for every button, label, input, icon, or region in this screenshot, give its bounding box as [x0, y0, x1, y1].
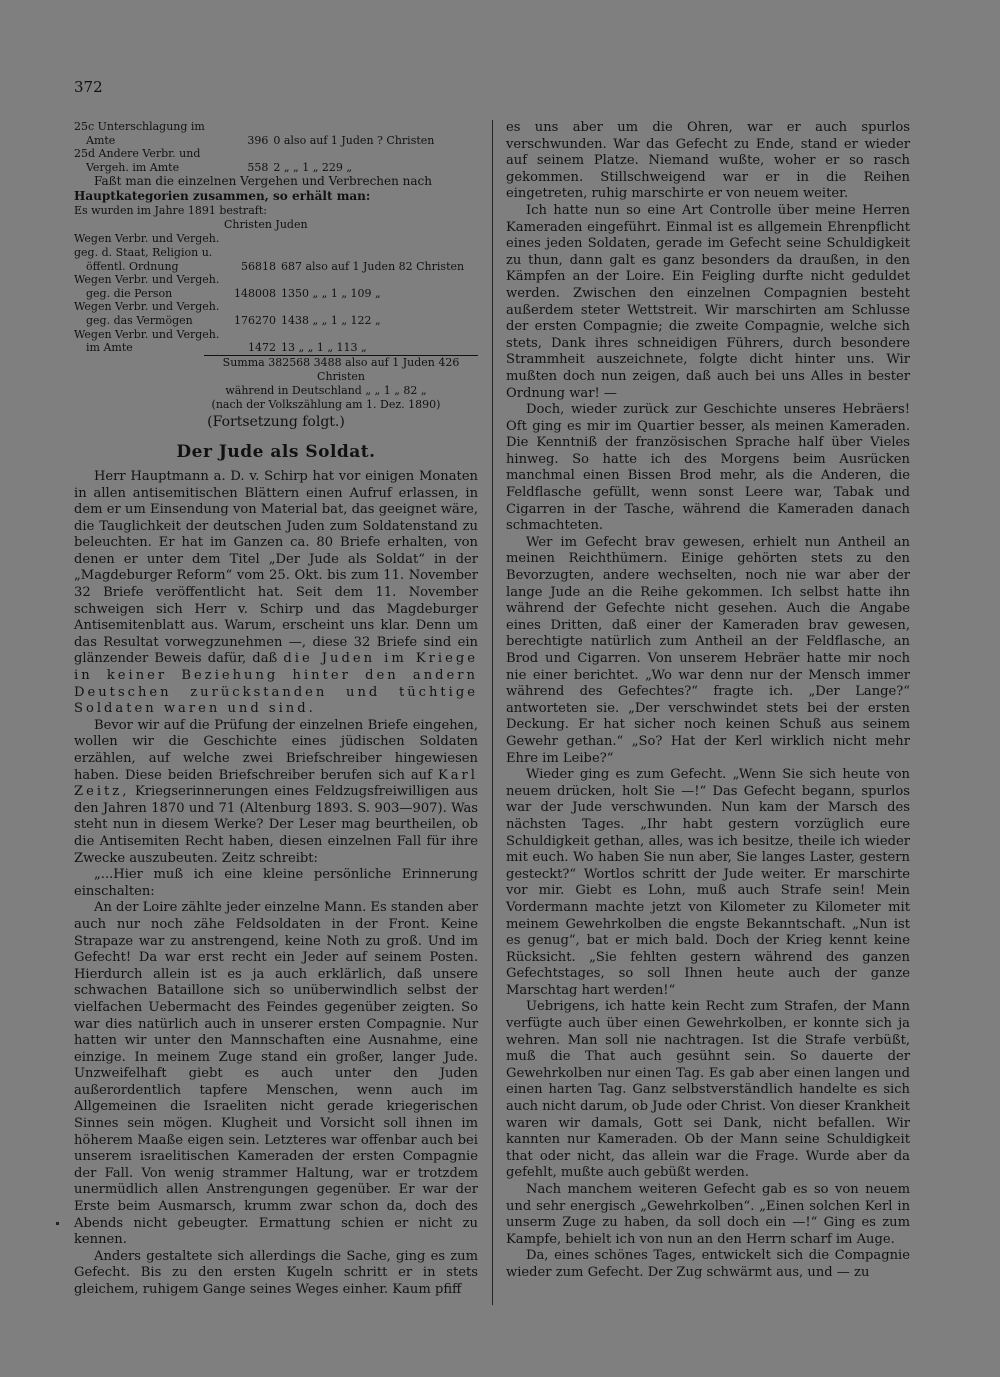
stats-value: 1472 — [247, 341, 276, 355]
left-column — [74, 120, 478, 1299]
summa-line: während in Deutschland „ „ 1 „ 82 „ — [225, 383, 427, 397]
stats-table-main — [74, 232, 478, 354]
stats-ratio: 13 „ „ 1 „ 113 „ — [280, 341, 367, 355]
stats-value: 396 — [247, 133, 269, 147]
paragraph: es uns aber um die Ohren, war er auch spurlos verschwunden. War das Gefecht zu Ende, stand er wieder auf seinem Platze. Niemand wußte, woher er so rasch gekommen. Stillschweigend war er in die Reihen eingetreten, ruhig marschirte er von neuem weiter. — [506, 120, 910, 202]
stats-ratio: 1350 „ „ 1 „ 109 „ — [280, 286, 381, 300]
stats-label: öffentl. Ordnung — [86, 259, 179, 273]
column-rule — [492, 120, 493, 1305]
stats-label: Wegen Verbr. und Vergeh. — [74, 327, 220, 341]
stats-ratio: 1438 „ „ 1 „ 122 „ — [280, 313, 381, 327]
paragraph: An der Loire zählte jeder einzelne Mann. Es standen aber auch nur noch zähe Feldsoldaten in der Front. Keine Strapaze war zu anstrengend, keine Noth zu groß. Und im Gefecht! Da war erst recht ein Jeder auf seinem Posten. Hierdurch allein ist es ja auch erklärlich, daß unsere schwachen Bataillone sich so unüberwindlich selbst der vielfachen Uebermacht des Feindes gegenüber zeigten. So war dies natürlich auch in unserer ersten Compagnie. Nur hatten wir unter den Mannschaften eine Ausnahme, eine einzige. In meinem Zuge stand ein großer, langer Jude. Unzweifelhaft giebt es auch unter den Juden außerordentlich tapfere Menschen, wenn auch im Allgemeinen die Israeliten nicht gerade kriegerischen Sinnes sein mögen. Klugheit und Vorsicht soll ihnen im höherem Maaße eigen sein. Letzteres war offenbar auch bei unserem israelitischen Kameraden der ersten Compagnie der Fall. Von wenig strammer Haltung, war er trotzdem unermüdlich allen Anstrengungen gegenüber. Er war der Erste beim Ausmarsch, krumm zwar schon da, doch des Abends nicht gebeugter. Ermattung schien er nicht zu kennen. — [74, 900, 478, 1248]
paragraph: Nach manchem weiteren Gefecht gab es so von neuem und sehr energisch „Gewehrkolben“. „Einen solchen Kerl in unserm Zuge zu haben, da soll doch ein —!“ Ging es zum Kampfe, behielt ich von nun an den Herrn scharf im Auge. — [506, 1182, 910, 1247]
paragraph: Wieder ging es zum Gefecht. „Wenn Sie sich heute von neuem drücken, holt Sie —!“ Das Gefecht begann, spurlos war der Jude verschwunden. Nun kam der Marsch des nächsten Tages. „Ihr habt gestern vorzüglich eure Schuldigkeit gethan, alles, was ich besitze, theile ich wieder mit euch. Wo haben Sie nun aber, Sie langes Laster, gestern gesteckt?“ Wortlos schritt der Jude weiter. Er marschirte vor mir. Giebt es Lohn, muß auch Strafe sein! Mein Vordermann machte jetzt von Kilometer zu Kilometer mit meinem Gewehrkolben die engste Bekanntschaft. „Nun ist es genug“, bat er mich bald. Doch der Krieg kennt keine Rücksicht. „Sie fehlten gestern während des ganzen Gefechtstages, so soll Ihnen heute auch der ganze Marschtag hart werden!“ — [506, 767, 910, 998]
stats-label: geg. die Person — [86, 286, 173, 300]
stats-label: geg. das Vermögen — [86, 313, 193, 327]
stats-label: geg. d. Staat, Religion u. — [74, 245, 213, 259]
paragraph: Uebrigens, ich hatte kein Recht zum Strafen, der Mann verfügte auch über einen Gewehrkolben, er konnte sich ja wehren. Man soll nie nachtragen. Ist die Strafe verbüßt, muß die That auch gesühnt sein. So dauerte der Gewehrkolben nur einen Tag. Es gab aber einen langen und einen harten Tag. Ganz selbstverständlich handelte es sich auch nicht darum, ob Jude oder Christ. Von dieser Krankheit waren wir damals, Gott sei Dank, nicht befallen. Wir kannten nur Kameraden. Ob der Mann seine Schuldigkeit that oder nicht, das allein war die Frage. Wurde aber da gefehlt, mußte auch gebüßt werden. — [506, 999, 910, 1181]
paragraph-text: Herr Hauptmann a. D. v. Schirp hat vor einigen Monaten in allen antisemitischen Blättern einen Aufruf erlassen, in dem er um Einsendung von Material bat, das geeignet wäre, die Tauglichkeit der deutschen Juden zum Soldatenstand zu beleuchten. Er hat im Ganzen ca. 80 Briefe erhalten, von denen er unter dem Titel „Der Jude als Soldat“ in der „Magdeburger Reform“ vom 25. Okt. bis zum 11. November 32 Briefe veröffentlicht hat. Seit dem 11. November schweigen sich Herr v. Schirp und das Magdeburger Antisemitenblatt aus. Warum, erscheint uns klar. Denn um das Resultat vorwegzunehmen —, diese 32 Briefe sind ein glänzender Beweis dafür, daß — [74, 468, 478, 667]
stats-ratio: 0 also auf 1 Juden ? Christen — [273, 133, 435, 147]
paragraph: Da, eines schönes Tages, entwickelt sich die Compagnie wieder zum Gefecht. Der Zug schwärmt aus, und — zu — [506, 1248, 910, 1280]
paragraph: Anders gestaltete sich allerdings die Sache, ging es zum Gefecht. Bis zu den ersten Kugeln schritt er in stets gleichem, ruhigem Gange seines Weges einher. Kaum pfiff — [74, 1248, 478, 1297]
print-speck — [56, 1222, 59, 1225]
stats-value: 558 — [247, 160, 269, 174]
intro-line: Faßt man die einzelnen Vergehen und Verbrechen nach — [94, 174, 432, 189]
table-header: Christen Juden — [224, 218, 308, 232]
stats-value: 148008 — [233, 286, 276, 300]
stats-label: Wegen Verbr. und Vergeh. — [74, 300, 220, 314]
article-heading: Der Jude als Soldat. — [176, 442, 376, 463]
continuation-note: (Fortsetzung folgt.) — [207, 413, 345, 430]
paragraph: Doch, wieder zurück zur Geschichte unseres Hebräers! Oft ging es mir im Quartier besser, als meinen Kameraden. Die Kenntniß der französischen Sprache half über Vieles hinweg. So hatte ich des Morgens beim Ausrücken manchmal einen Bissen Brod mehr, als die Anderen, die Feldflasche gefüllt, wenn sonst Leere war, Tabak und Cigarren in der Tasche, während die Kameraden danach schmachteten. — [506, 402, 910, 534]
intro-line: Es wurden im Jahre 1891 bestraft: — [74, 204, 267, 218]
summa-line: (nach der Volkszählung am 1. Dez. 1890) — [211, 397, 441, 411]
paragraph-text: Kriegserinnerungen eines Feldzugsfreiwilligen aus den Jahren 1870 und 71 (Altenburg 1893. S. 903—907). Was steht nun in diesem Werke? Der Leser mag beurtheilen, ob die Antisemiten Recht haben, diesen einzelnen Fall für ihre Zwecke auszubeuten. Zeitz schreibt: — [74, 784, 479, 866]
stats-label: Wegen Verbr. und Vergeh. — [74, 232, 220, 246]
paragraph: Wer im Gefecht brav gewesen, erhielt nun Antheil an meinen Reichthümern. Einige gehörten stets zu den Bevorzugten, andere wechselten, noch nie war aber der lange Jude an die Reihe gekommen. Ich selbst hatte ihn während der Gefechte nicht gesehen. Auch die Angabe eines Dritten, daß einer der Kameraden brav gewesen, berechtigte natürlich zum Antheil an der Feldflasche, an Brod und Cigarren. Von unserem Hebräer hatte mir noch nie einer berichtet. „Wo war denn nur der Mensch immer während des Gefechtes?“ fragte ich. „Der Lange?“ antworteten sie. „Der verschwindet stets bei der ersten Deckung. Er hat sicher noch keinen Schuß aus seinem Gewehr gethan.“ „So? Hat der Kerl wirklich nicht mehr Ehre im Leibe?“ — [506, 534, 910, 766]
stats-table-top — [74, 120, 478, 174]
stats-value: 56818 — [240, 259, 276, 273]
paragraph: „...Hier muß ich eine kleine persönliche Erinnerung einschalten: — [74, 867, 478, 899]
paragraph — [74, 469, 478, 718]
stats-label: 25c Unterschlagung im — [74, 120, 205, 133]
spaced-emphasis: die Juden im Kriege in keiner Beziehung hinter den andern Deutschen zurückstanden und tüchtige Soldaten waren und sind. — [74, 651, 478, 717]
author-name: Karl Zeitz, — [74, 767, 478, 800]
stats-label: im Amte — [86, 341, 133, 355]
paragraph: Ich hatte nun so eine Art Controlle über meine Herren Kameraden eingeführt. Einmal ist es allgemein Ehrenpflicht eines jeden Soldaten, gerade im Gefecht seine Schuldigkeit zu thun, dann galt es ganz besonders da draußen, in den Kämpfen an der Loire. Ein Feigling durfte nicht geduldet werden. Zwischen den einzelnen Compagnien besteht außerdem steter Wettstreit. Wir marschirten am Schlusse der ersten Compagnie; die zweite Compagnie, welche sich stets, Dank ihres schneidigen Führers, durch besondere Strammheit auszeichnete, folgte dicht hinter uns. Wir mußten doch nun zeigen, daß auch bei uns Alles in bester Ordnung war! — — [506, 202, 910, 401]
summa-line: Summa 382568 3488 also auf 1 Juden 426 Christen — [204, 355, 478, 384]
stats-label: Vergeh. im Amte — [86, 160, 180, 174]
right-column — [506, 120, 910, 1282]
page-number: 372 — [74, 78, 103, 96]
intro-line: Hauptkategorien zusammen, so erhält man: — [74, 189, 371, 204]
paragraph — [74, 718, 478, 867]
stats-label: Amte — [86, 133, 116, 147]
stats-ratio: 687 also auf 1 Juden 82 Christen — [280, 259, 465, 273]
stats-label: Wegen Verbr. und Vergeh. — [74, 273, 220, 287]
stats-ratio: 2 „ „ 1 „ 229 „ — [273, 160, 353, 174]
stats-value: 176270 — [233, 313, 276, 327]
stats-label: 25d Andere Verbr. und — [74, 147, 201, 161]
paragraph-text: Bevor wir auf die Prüfung der einzelnen Briefe eingehen, wollen wir die Geschichte eines jüdischen Soldaten erzählen, auf welche zwei Briefschreiber hingewiesen haben. Diese beiden Briefschreiber berufen sich auf — [74, 717, 478, 783]
